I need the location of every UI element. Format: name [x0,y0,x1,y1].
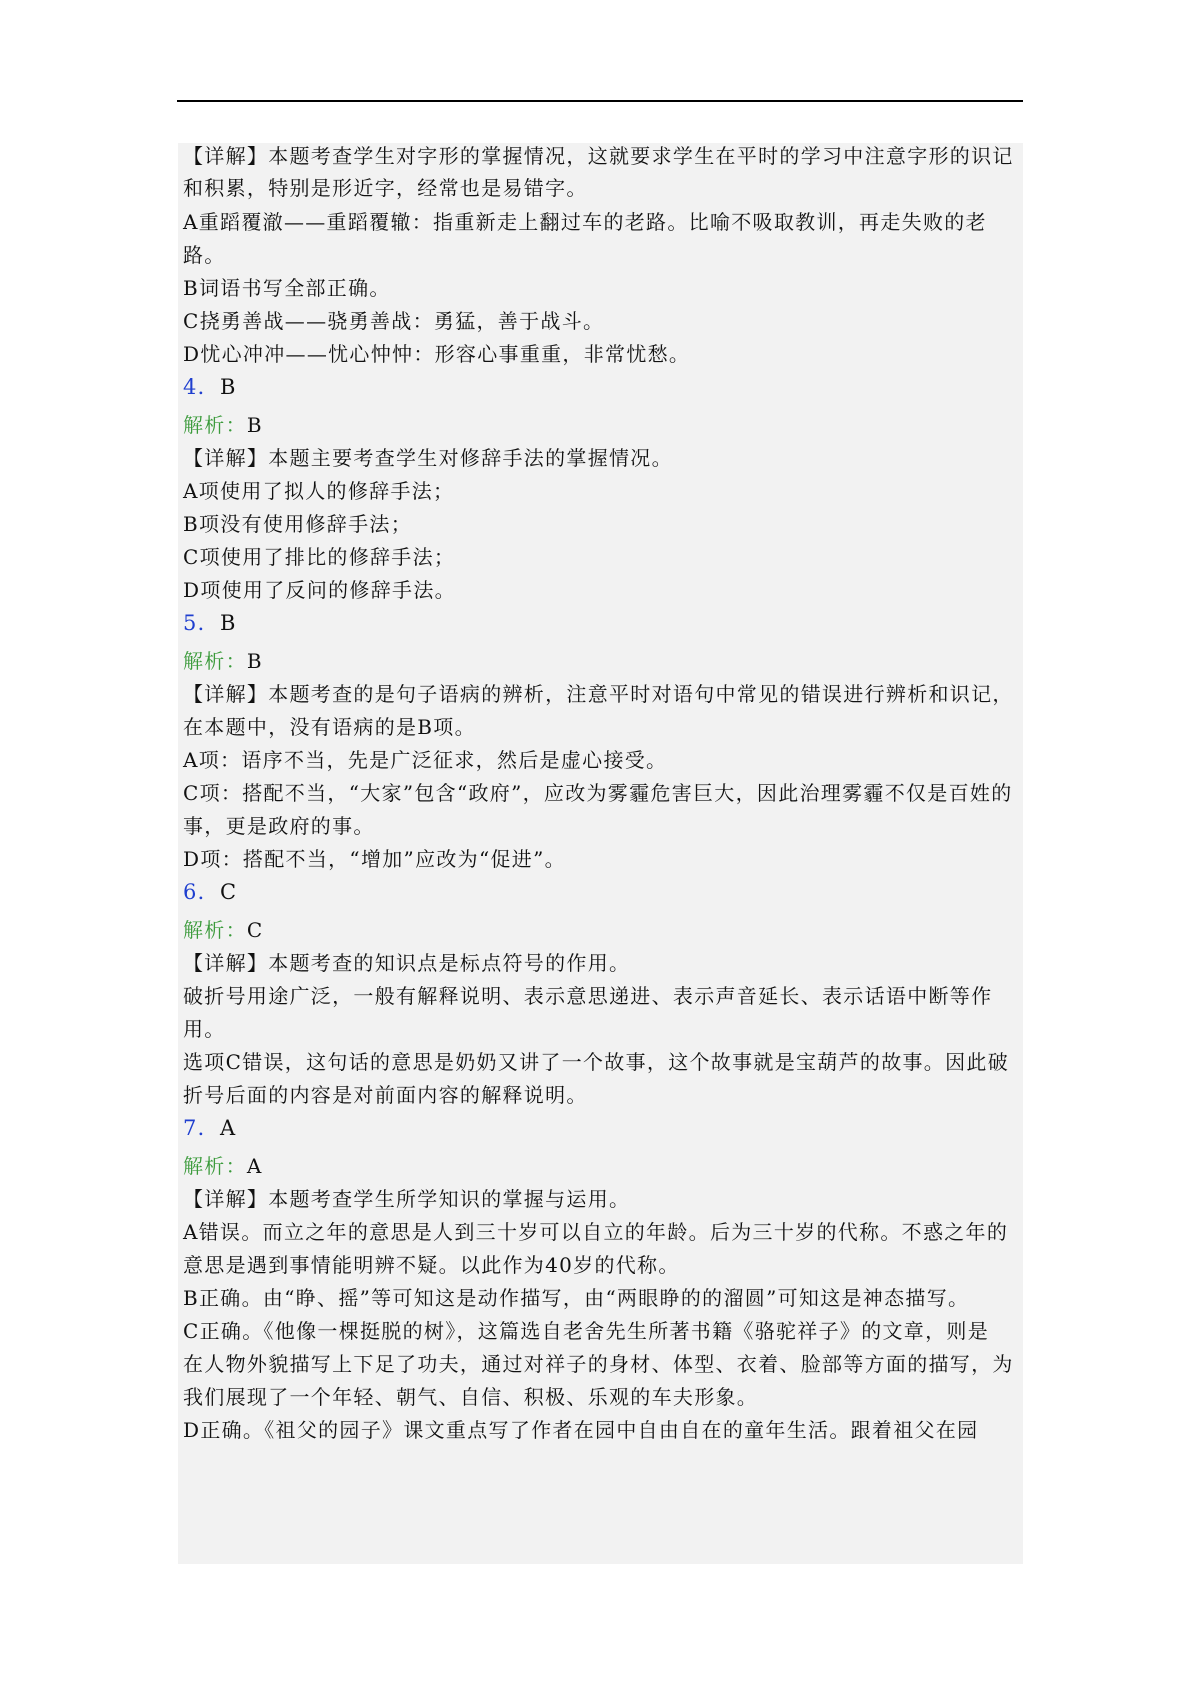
answer-letter: B [219,611,237,635]
text-line: 路。 [183,243,226,267]
text-line: 折号后面的内容是对前面内容的解释说明。 [183,1083,588,1107]
text-line: B正确。由“睁、摇”等可知这是动作描写，由“两眼睁的的溜圆”可知这是神态描写。 [183,1286,970,1310]
text-line: A错误。而立之年的意思是人到三十岁可以自立的年龄。后为三十岁的代称。不惑之年的 [183,1220,1009,1244]
text-line: B词语书写全部正确。 [183,276,391,300]
question-number: 4． [183,375,220,399]
answer-line [183,369,237,405]
text-line: 在人物外貌描写上下足了功夫，通过对祥子的身材、体型、衣着、脸部等方面的描写，为 [183,1352,1014,1376]
text-line: 事，更是政府的事。 [183,814,375,838]
analysis-line [183,407,263,443]
answer-line [183,874,237,910]
text-line: 【详解】本题考查的知识点是标点符号的作用。 [183,951,631,975]
text-line: D忧心冲冲——忧心忡忡：形容心事重重，非常忧愁。 [183,342,691,366]
text-line: 破折号用途广泛，一般有解释说明、表示意思递进、表示声音延长、表示话语中断等作 [183,984,993,1008]
question-number: 7． [183,1116,220,1140]
analysis-line [183,912,264,948]
text-line: B项没有使用修辞手法； [183,512,412,536]
text-line: 【详解】本题主要考查学生对修辞手法的掌握情况。 [183,446,673,470]
analysis-label: 解析： [183,649,247,673]
question-number: 5． [183,611,220,635]
text-line: A项使用了拟人的修辞手法； [183,479,455,503]
text-line: C项使用了排比的修辞手法； [183,545,456,569]
analysis-line [183,643,263,679]
text-line: D正确。《祖父的园子》课文重点写了作者在园中自由自在的童年生活。跟着祖父在园 [183,1418,979,1442]
answer-line [183,605,237,641]
analysis-answer: B [246,649,263,673]
text-line: A重蹈覆澈——重蹈覆辙：指重新走上翻过车的老路。比喻不吸取教训，再走失败的老 [183,210,987,234]
text-line: A项：语序不当，先是广泛征求，然后是虚心接受。 [183,748,668,772]
text-line: C挠勇善战——骁勇善战：勇猛，善于战斗。 [183,309,605,333]
text-line: 【详解】本题考查学生所学知识的掌握与运用。 [183,1187,631,1211]
text-line: D项使用了反问的修辞手法。 [183,578,456,602]
header-rule [177,100,1023,102]
analysis-label: 解析： [183,918,247,942]
text-line: 【详解】本题考查的是句子语病的辨析，注意平时对语句中常见的错误进行辨析和识记， [183,682,1014,706]
question-number: 6． [183,880,220,904]
text-line: 意思是遇到事情能明辨不疑。以此作为40岁的代称。 [183,1253,680,1277]
answer-key-content [178,143,1023,1564]
text-line: D项：搭配不当，“增加”应改为“促进”。 [183,847,566,871]
answer-letter: C [219,880,238,904]
analysis-answer: A [246,1154,263,1178]
text-line: 在本题中，没有语病的是B项。 [183,715,476,739]
text-line: 选项C错误，这句话的意思是奶奶又讲了一个故事，这个故事就是宝葫芦的故事。因此破 [183,1050,1010,1074]
text-line: C正确。《他像一棵挺脱的树》，这篇选自老舍先生所著书籍《骆驼祥子》的文章，则是 [183,1319,990,1343]
text-line: 【详解】本题考查学生对字形的掌握情况，这就要求学生在平时的学习中注意字形的识记 [183,144,1014,168]
analysis-answer: B [246,413,263,437]
analysis-label: 解析： [183,413,247,437]
analysis-label: 解析： [183,1154,247,1178]
text-line: 用。 [183,1017,226,1041]
answer-line [183,1110,236,1146]
analysis-answer: C [246,918,264,942]
analysis-line [183,1148,263,1184]
text-line: 我们展现了一个年轻、朝气、自信、积极、乐观的车夫形象。 [183,1385,759,1409]
answer-letter: B [219,375,237,399]
answer-letter: A [219,1116,237,1140]
text-line: C项：搭配不当，“大家”包含“政府”，应改为雾霾危害巨大，因此治理雾霾不仅是百姓的 [183,781,1013,805]
text-line: 和积累，特别是形近字，经常也是易错字。 [183,176,588,200]
